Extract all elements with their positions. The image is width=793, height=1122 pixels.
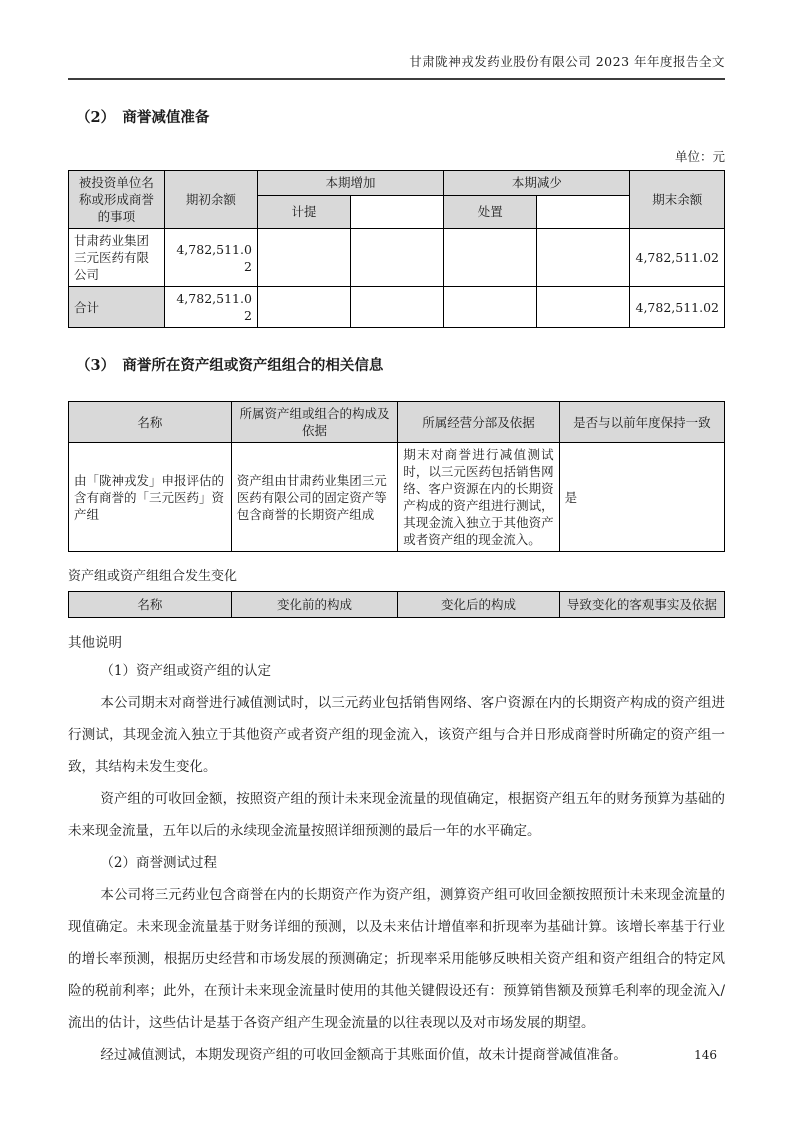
change-table-header-row: [69, 592, 725, 618]
cell-increase-other: [351, 229, 444, 287]
cell-total-closing: 4,782,511.02: [630, 287, 725, 328]
col-header-change-name: 名称: [69, 592, 232, 618]
col-header-current-increase: 本期增加: [257, 171, 443, 196]
col-header-after-change: 变化后的构成: [398, 592, 559, 618]
cell-total-label: 合计: [69, 287, 165, 328]
paragraph-asset-group-identification: 本公司期末对商誉进行减值测试时，以三元药业包括销售网络、客户资源在内的长期资产构成的资产组进行测试，其现金流入独立于其他资产或者资产组的现金流入，该资产组与合并日形成商誉时所确定的资产组一致，其结构未发生变化。: [68, 695, 725, 775]
cell-accrual: [257, 229, 350, 287]
col-header-decrease-other: [537, 195, 630, 228]
paragraph-subheading-2: （2）商誉测试过程: [100, 855, 217, 871]
col-header-accrual: 计提: [257, 195, 350, 228]
cell-total-decrease-other: [537, 287, 630, 328]
info-table-data-row: [69, 443, 725, 552]
asset-group-info-table: [68, 401, 725, 552]
col-header-before-change: 变化前的构成: [231, 592, 398, 618]
paragraph-test-conclusion: 经过减值测试，本期发现资产组的可收回金额高于其账面价值，故未计提商誉减值准备。: [100, 1047, 627, 1063]
cell-consistency-value: 是: [559, 443, 724, 552]
col-header-segment: 所属经营分部及依据: [398, 402, 559, 443]
cell-total-increase-other: [351, 287, 444, 328]
cell-investee-name: 甘肃药业集团三元医药有限公司: [69, 229, 165, 287]
col-header-current-decrease: 本期减少: [444, 171, 630, 196]
asset-group-change-table: [68, 591, 725, 618]
cell-total-disposal: [444, 287, 537, 328]
cell-asset-group-name: 由「陇神戎发」申报评估的含有商誉的「三元医药」资产组: [69, 443, 232, 552]
cell-opening-balance: 4,782,511.02: [164, 229, 257, 287]
col-header-composition: 所属资产组或组合的构成及依据: [231, 402, 398, 443]
table-row-investee: [69, 229, 725, 287]
col-header-change-basis: 导致变化的客观事实及依据: [559, 592, 724, 618]
col-header-consistency: 是否与以前年度保持一致: [559, 402, 724, 443]
info-table-header-row: [69, 402, 725, 443]
section-2-heading: （2） 商誉减值准备: [76, 109, 210, 126]
cell-decrease-other: [537, 229, 630, 287]
paragraph-subheading-1: （1）资产组或资产组的认定: [100, 663, 271, 679]
report-header-title: 甘肃陇神戎发药业股份有限公司 2023 年年度报告全文: [409, 54, 725, 69]
col-header-opening-balance: 期初余额: [164, 171, 257, 229]
other-notes-label: 其他说明: [68, 635, 122, 651]
body-paragraphs: [68, 655, 725, 1071]
goodwill-impairment-table: [68, 170, 725, 328]
cell-closing-balance: 4,782,511.02: [630, 229, 725, 287]
col-header-closing-balance: 期末余额: [630, 171, 725, 229]
col-header-disposal: 处置: [444, 195, 537, 228]
change-note: 资产组或资产组组合发生变化: [68, 569, 238, 584]
paragraph-recoverable-amount: 资产组的可收回金额，按照资产组的预计未来现金流量的现值确定，根据资产组五年的财务预算为基础的未来现金流量，五年以后的永续现金流量按照详细预测的最后一年的水平确定。: [68, 791, 725, 839]
cell-total-accrual: [257, 287, 350, 328]
table-header-row-1: [69, 171, 725, 196]
page-number: 146: [694, 1048, 717, 1062]
cell-disposal: [444, 229, 537, 287]
paragraph-goodwill-test-process: 本公司将三元药业包含商誉在内的长期资产作为资产组，测算资产组可收回金额按照预计未来现金流量的现值确定。未来现金流量基于财务详细的预测，以及未来估计增值率和折现率为基础计算。该增长率基于行业的增长率预测，根据历史经营和市场发展的预测确定；折现率采用能够反映相关资产组和资产组组合的特定风险的税前利率；此外，在预计未来现金流量时使用的其他关键假设还有：预算销售额及预算毛利率的现金流入/流出的估计，这些估计是基于各资产组产生现金流量的以往表现以及对市场发展的期望。: [68, 887, 725, 1031]
cell-total-opening: 4,782,511.02: [164, 287, 257, 328]
col-header-investee: 被投资单位名称或形成商誉的事项: [69, 171, 165, 229]
col-header-name: 名称: [69, 402, 232, 443]
table-row-total: [69, 287, 725, 328]
header-divider: [68, 78, 725, 80]
cell-asset-group-composition: 资产组由甘肃药业集团三元医药有限公司的固定资产等包含商誉的长期资产组成: [231, 443, 398, 552]
section-3-heading: （3） 商誉所在资产组或资产组组合的相关信息: [76, 357, 384, 374]
unit-label: 单位：元: [674, 149, 725, 164]
cell-segment-basis: 期末对商誉进行减值测试时，以三元医药包括销售网络、客户资源在内的长期资产构成的资产组进行测试，其现金流入独立于其他资产或者资产组的现金流入。: [398, 443, 559, 552]
col-header-increase-other: [351, 195, 444, 228]
